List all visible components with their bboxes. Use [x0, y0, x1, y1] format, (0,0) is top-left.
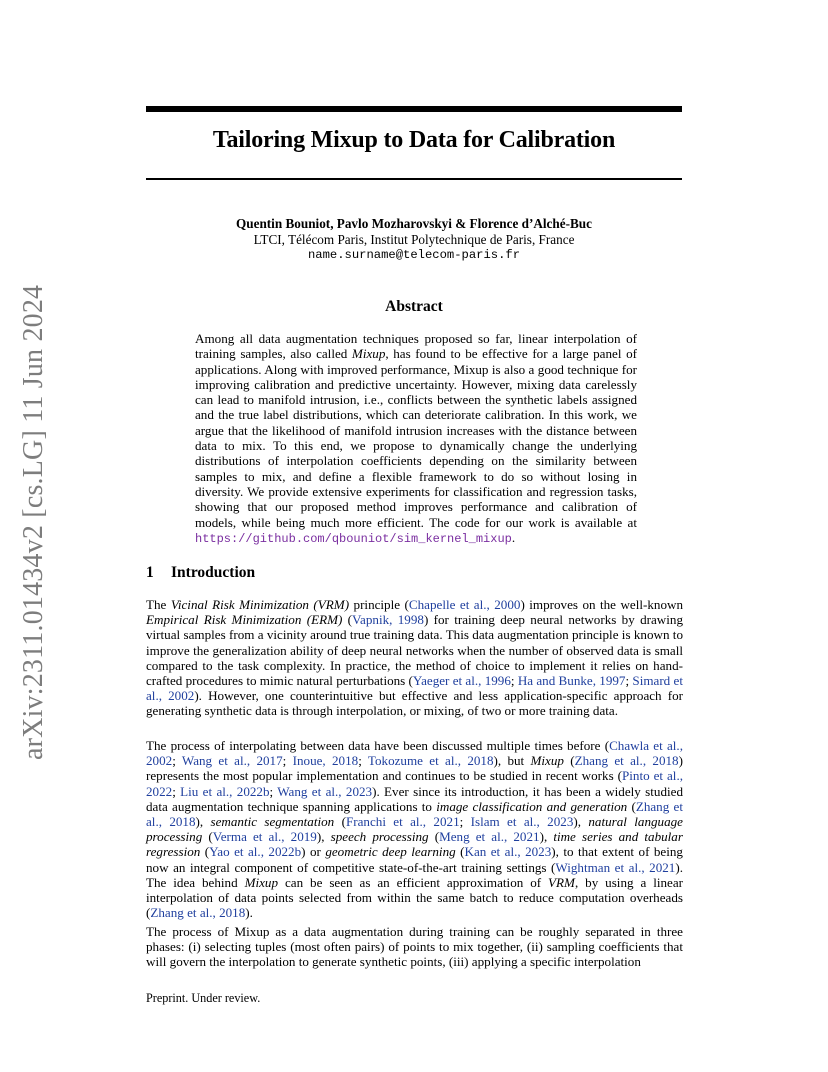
citation-link[interactable]: Tokozume et al., 2018 [367, 753, 494, 769]
text: The process of interpolating between data have been discussed multiple times before ( [146, 738, 610, 753]
citation-link[interactable]: Kan et al., 2023 [464, 844, 552, 860]
text: can be seen as an efficient approximation of [278, 874, 549, 890]
text: ( [202, 829, 213, 845]
abstract-mixup-term: Mixup [351, 346, 386, 362]
citation-link[interactable]: Islam et al., 2023 [470, 814, 574, 830]
text: ( [455, 844, 465, 860]
section-heading-introduction [146, 564, 255, 582]
text: ( [428, 829, 440, 845]
text: ) for training deep neural networks by drawing virtual samples from a vicinity around true training data. This data augmentation principle is known to improve the generalization ability of deep neural networks when the number of observed data is small compared to the task complexity. In practice, the method of choice to implement it relies on hand-crafted procedures to mimic natural perturbations ( [146, 612, 683, 689]
abstract-text: , has found to be effective for a large panel of applications. Along with improved performance, Mixup is also a good technique for improving calibration and predictive uncertainty. However, mixing data carelessly can lead to manifold intrusion, i.e., conflicts between the synthetic labels assigned and the true label distributions, which can deteriorate calibration. In this work, we argue that the likelihood of manifold intrusion increases with the distance between data to mix. To this end, we propose to dynamically change the underlying distributions of interpolation coefficients depending on the similarity between samples to mix, and define a flexible framework to do so without losing in diversity. We provide extensive experiments for classification and regression tasks, showing that our proposed method improves performance and calibration of models, while being much more efficient. The code for our work is available at [195, 346, 637, 530]
affiliation: LTCI, Télécom Paris, Institut Polytechnique de Paris, France [253, 232, 575, 247]
arxiv-identifier: arXiv:2311.01434v2 [cs.LG] 11 Jun 2024 [18, 284, 49, 760]
paper-title: Tailoring Mixup to Data for Calibration [212, 127, 616, 153]
text: ) improves on the well-known [520, 597, 683, 612]
term-application: speech processing [330, 829, 429, 845]
section-number: 1 [146, 564, 154, 581]
text: ( [342, 612, 353, 628]
term-vrm: Vicinal Risk Minimization (VRM) [170, 597, 350, 612]
citation-link[interactable]: Meng et al., 2021 [439, 829, 540, 845]
term-erm: Empirical Risk Minimization (ERM) [146, 612, 343, 628]
section-title: Introduction [171, 564, 256, 581]
term-application: time series and tabular regression [146, 829, 683, 860]
intro-paragraph-3: The process of Mixup as a data augmentation during training can be roughly separated in three phases: (i) selecting tuples (most often pairs) of points to mix together, (ii) sampling coefficients that will govern the interpolation to generate synthetic points, (iii) applying a specific interpolation [146, 924, 683, 970]
citation-link[interactable]: Verma et al., 2019 [212, 829, 317, 845]
citation-link[interactable]: Inoue, 2018 [292, 753, 359, 769]
citation-link[interactable]: Zhang et al., 2018 [146, 798, 683, 830]
text: ; [459, 814, 471, 830]
text: ), to that extent of being now an integral component of competitive state-of-the-art training settings ( [146, 844, 683, 875]
text: , by using a linear interpolation of data points selected from within the same batch to reduce computation overheads ( [146, 874, 684, 921]
text: ; [358, 753, 368, 769]
abstract-text: . [511, 529, 516, 545]
term-mixup: Mixup [530, 753, 564, 769]
text: The [146, 597, 171, 612]
text: ; [510, 673, 518, 689]
title-rule-top [146, 106, 682, 112]
text: ; [625, 673, 633, 689]
citation-link[interactable]: Franchi et al., 2021 [345, 814, 460, 830]
citation-link[interactable]: Vapnik, 1998 [352, 612, 424, 628]
text: ( [200, 844, 210, 860]
text: ; [172, 753, 182, 769]
intro-paragraph-2 [146, 738, 683, 920]
abstract-heading: Abstract [385, 298, 443, 315]
text: ), [316, 829, 331, 845]
citation-link[interactable]: Zhang et al., 2018 [574, 753, 679, 769]
citation-link[interactable]: Chawla et al., 2002 [146, 738, 683, 769]
text: ( [334, 814, 346, 830]
text: ( [563, 753, 575, 769]
author-email: name.surname@telecom-paris.fr [307, 248, 521, 262]
term-application: semantic segmentation [210, 814, 335, 830]
citation-link[interactable]: Yao et al., 2022b [209, 844, 302, 860]
text: ). Ever since its introduction, it has been a widely studied data augmentation technique spanning applications to [146, 783, 683, 814]
abstract-text: Among all data augmentation techniques proposed so far, linear interpolation of training samples, also called [195, 331, 637, 362]
text: ; [172, 783, 181, 799]
citation-link[interactable]: Wang et al., 2023 [277, 783, 373, 799]
title-rule-bottom [146, 178, 682, 180]
text: ), [539, 829, 554, 845]
text: ; [282, 753, 293, 769]
text: ), [573, 814, 589, 830]
text: ), but [493, 753, 531, 769]
abstract-body [195, 331, 637, 547]
preprint-footer: Preprint. Under review. [146, 991, 261, 1005]
citation-link[interactable]: Pinto et al., 2022 [146, 768, 683, 799]
citation-link[interactable]: Zhang et al., 2018 [150, 905, 246, 921]
term-application: geometric deep learning [325, 844, 456, 860]
text: ) or [301, 844, 326, 860]
text: ), [195, 814, 211, 830]
code-repository-link[interactable]: https://github.com/qbouniot/sim_kernel_mixup [195, 531, 512, 546]
citation-link[interactable]: Chapelle et al., 2000 [408, 597, 521, 612]
author-list: Quentin Bouniot, Pavlo Mozharovskyi & Florence d’Alché-Buc [236, 216, 592, 231]
text: ) represents the most popular implementation and continues to be studied in recent works ( [146, 753, 683, 784]
text: ( [627, 798, 636, 814]
citation-link[interactable]: Ha and Bunke, 1997 [517, 673, 626, 689]
citation-link[interactable]: Simard et al., 2002 [146, 673, 683, 704]
citation-link[interactable]: Wang et al., 2017 [181, 753, 283, 769]
term-vrm: VRM [548, 874, 575, 890]
citation-link[interactable]: Wightman et al., 2021 [555, 859, 676, 875]
citation-link[interactable]: Liu et al., 2022b [180, 783, 270, 799]
term-application: natural language processing [146, 814, 683, 845]
text: ). However, one counterintuitive but effective and less application-specific approach for generating synthetic data is through interpolation, or mixing, of two or more training data. [146, 688, 683, 719]
text: ). [245, 905, 253, 921]
citation-link[interactable]: Yaeger et al., 1996 [412, 673, 511, 689]
text: ; [269, 783, 278, 799]
term-mixup: Mixup [244, 874, 279, 890]
text: principle ( [349, 597, 409, 612]
intro-paragraph-1 [146, 597, 683, 719]
term-application: image classification and generation [436, 798, 628, 814]
text: ). The idea behind [146, 859, 683, 890]
